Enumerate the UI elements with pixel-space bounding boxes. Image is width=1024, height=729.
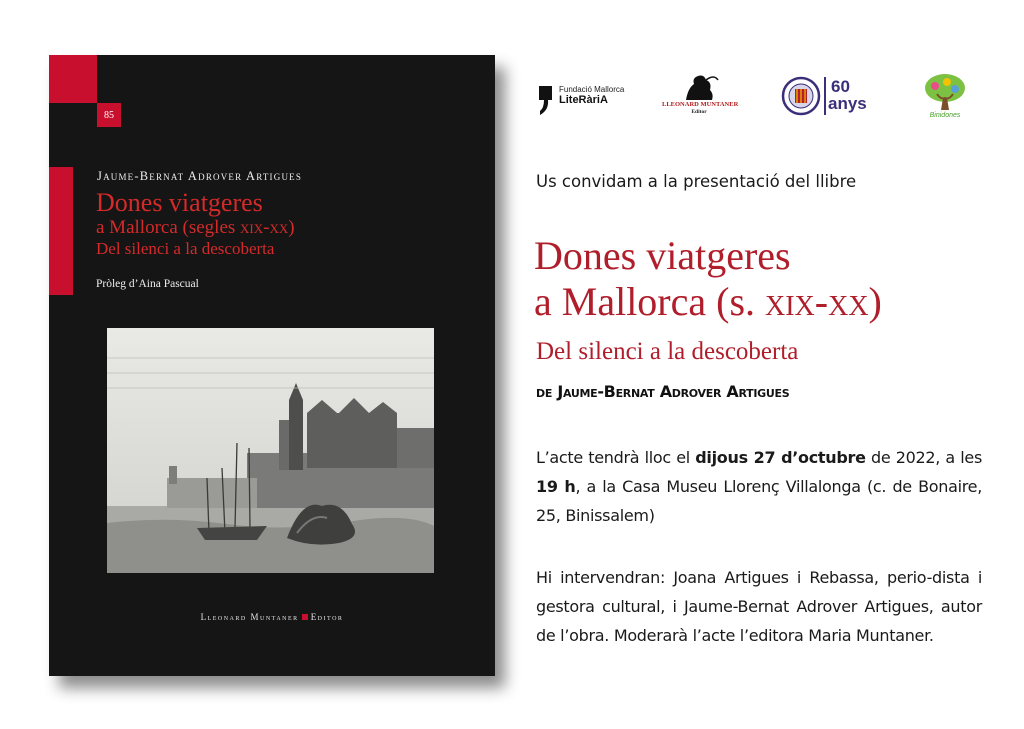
cover-author: Jaume-Bernat Adrover Artigues — [97, 169, 303, 183]
muntaner-name: LLEONARD MUNTANER — [662, 101, 739, 108]
binidones-label: Binidones — [929, 112, 961, 119]
logo-lleonard-muntaner — [662, 72, 739, 122]
event-title-line1: Dones viatgeres — [534, 233, 791, 278]
event-details: L’acte tendrà lloc el dijous 27 d’octubre de 2022, a les 19 h, a la Casa Museu Llorenç Villalonga (c. de Bonaire, 25, Binissalem) — [536, 448, 982, 525]
book-cover — [49, 55, 495, 676]
uib-number: 60 — [831, 77, 850, 96]
event-speakers: Hi intervendran: Joana Artigues i Rebassa, perio-dista i gestora cultural, i Jaume-Bernat Adrover Artigues, autor de l’obra. Moderarà l’acte l’editora Maria Muntaner. — [536, 568, 982, 645]
invitation-intro: Us convidam a la presentació del llibre — [536, 172, 857, 191]
fundacio-label: Fundació Mallorca — [559, 85, 625, 94]
cover-red-corner — [49, 55, 97, 103]
event-time: 19 h — [536, 477, 576, 496]
cover-prolog: Pròleg d’Aina Pascual — [96, 278, 199, 290]
literaria-label: LiteRàriA — [559, 94, 608, 106]
lion-icon — [662, 72, 736, 102]
event-title-line2: a Mallorca (s. xix-xx) — [534, 279, 882, 324]
uib-anys: anys — [828, 94, 867, 113]
logo-binidones — [921, 72, 969, 122]
cover-red-bar — [49, 167, 73, 295]
publisher-square-icon — [302, 614, 308, 620]
logo-fundacio-mallorca-literaria — [537, 82, 627, 118]
logo-uib-60-anys — [781, 75, 881, 117]
cover-subtitle: a Mallorca (segles xix-xx) — [96, 217, 295, 238]
comma-icon — [537, 84, 555, 116]
tree-icon — [921, 72, 969, 112]
event-byline: de Jaume-Bernat Adrover Artigues — [536, 382, 790, 401]
uib-seal-icon — [781, 76, 821, 116]
muntaner-editor: Editor — [691, 109, 707, 115]
event-title — [534, 233, 882, 325]
series-number: 85 — [97, 103, 121, 127]
event-subtitle: Del silenci a la descoberta — [536, 338, 799, 365]
cover-title: Dones viatgeres — [96, 188, 263, 217]
cover-subtitle-2: Del silenci a la descoberta — [96, 239, 275, 258]
event-date: dijous 27 d’octubre — [695, 448, 866, 467]
cover-engraving — [107, 328, 434, 573]
cover-publisher: Lleonard Muntaner Editor — [200, 612, 344, 622]
